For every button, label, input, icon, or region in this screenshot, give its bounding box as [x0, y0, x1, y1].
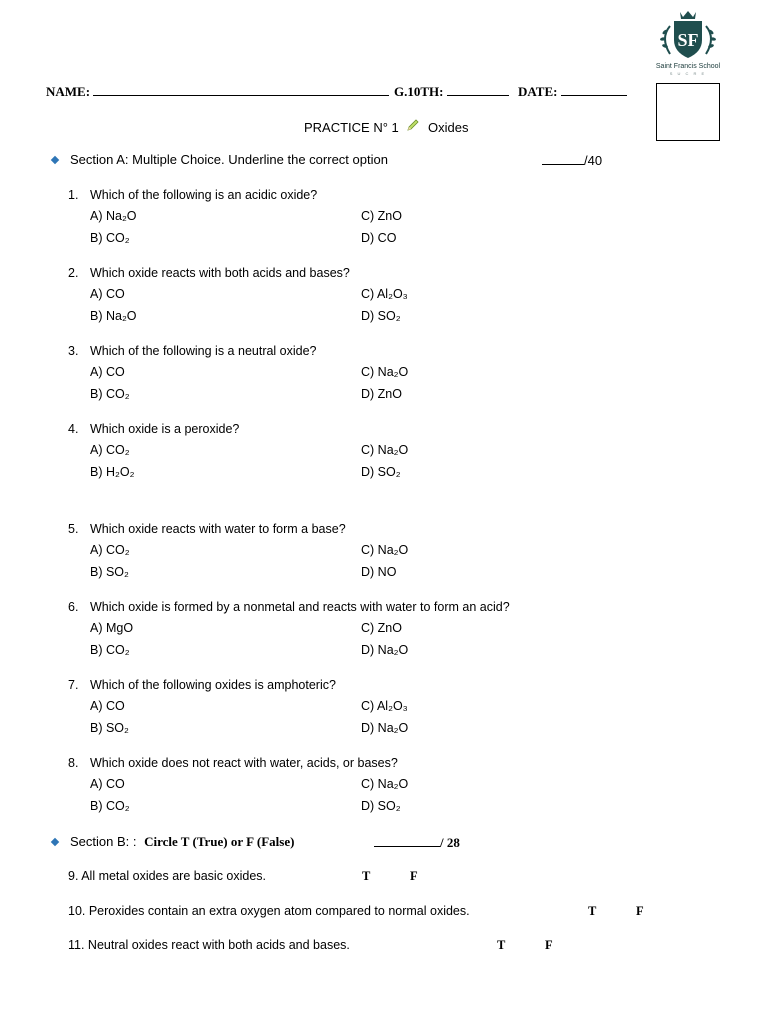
grade-box[interactable]	[656, 83, 720, 141]
pencil-icon	[406, 118, 420, 135]
option-c[interactable]: C) ZnO	[361, 621, 402, 635]
option-a[interactable]: A) CO	[90, 287, 125, 301]
option-c[interactable]: C) Na₂O	[361, 443, 409, 457]
option-d[interactable]: D) Na₂O	[361, 721, 409, 735]
option-b[interactable]: B) CO₂	[90, 643, 130, 657]
question-text: Which of the following oxides is amphoteric?	[90, 678, 336, 692]
section-b-score[interactable]	[374, 834, 460, 851]
question-text: Which oxide does not react with water, acids, or bases?	[90, 756, 398, 770]
section-b-instruction: Circle T (True) or F (False)	[144, 834, 295, 849]
question-number: 3.	[68, 344, 79, 358]
section-b-label: Section B: :	[70, 834, 137, 849]
option-d[interactable]: D) CO	[361, 231, 397, 245]
name-blank[interactable]	[93, 83, 389, 96]
crest-icon	[652, 8, 724, 64]
tf-false-option[interactable]: F	[636, 904, 644, 918]
tf-true-option[interactable]: T	[588, 904, 597, 918]
title-topic: Oxides	[428, 120, 469, 135]
name-field[interactable]	[46, 83, 389, 100]
option-d[interactable]: D) Na₂O	[361, 643, 409, 657]
diamond-bullet-icon	[51, 837, 59, 845]
question-number: 4.	[68, 422, 79, 436]
option-a[interactable]: A) Na₂O	[90, 209, 137, 223]
option-d[interactable]: D) SO₂	[361, 309, 401, 323]
logo-monogram: SF	[677, 30, 699, 50]
question-text: Which of the following is an acidic oxide?	[90, 188, 318, 202]
school-logo	[652, 8, 724, 78]
option-a[interactable]: A) CO₂	[90, 543, 130, 557]
option-c[interactable]: C) Al₂O₃	[361, 287, 408, 301]
question-text: Which oxide reacts with water to form a base?	[90, 522, 346, 536]
question-text: Which oxide reacts with both acids and bases?	[90, 266, 350, 280]
option-a[interactable]: A) CO	[90, 777, 125, 791]
option-b[interactable]: B) CO₂	[90, 387, 130, 401]
option-c[interactable]: C) Na₂O	[361, 777, 409, 791]
section-a-score[interactable]	[542, 152, 602, 168]
option-a[interactable]: A) CO	[90, 365, 125, 379]
tf-false-option[interactable]: F	[410, 869, 418, 883]
section-b-heading	[52, 834, 294, 850]
tf-false-option[interactable]: F	[545, 938, 553, 952]
option-d[interactable]: D) ZnO	[361, 387, 402, 401]
option-b[interactable]: B) H₂O₂	[90, 465, 135, 479]
option-c[interactable]: C) ZnO	[361, 209, 402, 223]
diamond-bullet-icon	[51, 155, 59, 163]
tf-statement: 11. Neutral oxides react with both acids and bases.	[68, 938, 350, 952]
option-d[interactable]: D) SO₂	[361, 799, 401, 813]
logo-subtitle: S U C R E	[669, 71, 707, 76]
section-a-score-value: /40	[584, 153, 603, 168]
page-title	[304, 118, 469, 135]
title-prefix: PRACTICE N° 1	[304, 120, 399, 135]
grade-blank[interactable]	[447, 83, 509, 96]
tf-statement: 10. Peroxides contain an extra oxygen atom compared to normal oxides.	[68, 904, 470, 918]
option-c[interactable]: C) Na₂O	[361, 543, 409, 557]
question-text: Which oxide is a peroxide?	[90, 422, 240, 436]
option-b[interactable]: B) CO₂	[90, 231, 130, 245]
logo-school-name: Saint Francis School	[655, 63, 721, 70]
tf-item	[68, 938, 350, 952]
option-d[interactable]: D) NO	[361, 565, 397, 579]
tf-statement: 9. All metal oxides are basic oxides.	[68, 869, 267, 883]
option-c[interactable]: C) Al₂O₃	[361, 699, 408, 713]
option-b[interactable]: B) Na₂O	[90, 309, 137, 323]
option-b[interactable]: B) SO₂	[90, 721, 129, 735]
date-field[interactable]	[518, 83, 627, 100]
option-b[interactable]: B) CO₂	[90, 799, 130, 813]
option-c[interactable]: C) Na₂O	[361, 365, 409, 379]
option-b[interactable]: B) SO₂	[90, 565, 129, 579]
tf-true-option[interactable]: T	[362, 869, 371, 883]
question-number: 6.	[68, 600, 79, 614]
question-number: 5.	[68, 522, 79, 536]
question-number: 2.	[68, 266, 79, 280]
date-label: DATE:	[518, 84, 558, 99]
question-number: 7.	[68, 678, 79, 692]
option-a[interactable]: A) CO	[90, 699, 125, 713]
option-a[interactable]: A) MgO	[90, 621, 134, 635]
tf-true-option[interactable]: T	[497, 938, 506, 952]
grade-label: G.10TH:	[394, 84, 444, 99]
question-text: Which oxide is formed by a nonmetal and reacts with water to form an acid?	[90, 600, 510, 614]
section-a-label: Section A: Multiple Choice. Underline the correct option	[70, 152, 388, 167]
name-label: NAME:	[46, 84, 91, 99]
section-a-heading	[52, 152, 388, 167]
option-d[interactable]: D) SO₂	[361, 465, 401, 479]
question-number: 8.	[68, 756, 79, 770]
question-text: Which of the following is a neutral oxide?	[90, 344, 317, 358]
date-blank[interactable]	[561, 83, 627, 96]
option-a[interactable]: A) CO₂	[90, 443, 130, 457]
tf-item	[68, 869, 266, 883]
section-b-score-value: / 28	[440, 835, 460, 850]
question-number: 1.	[68, 188, 79, 202]
grade-field[interactable]	[394, 83, 509, 100]
tf-item	[68, 904, 470, 918]
